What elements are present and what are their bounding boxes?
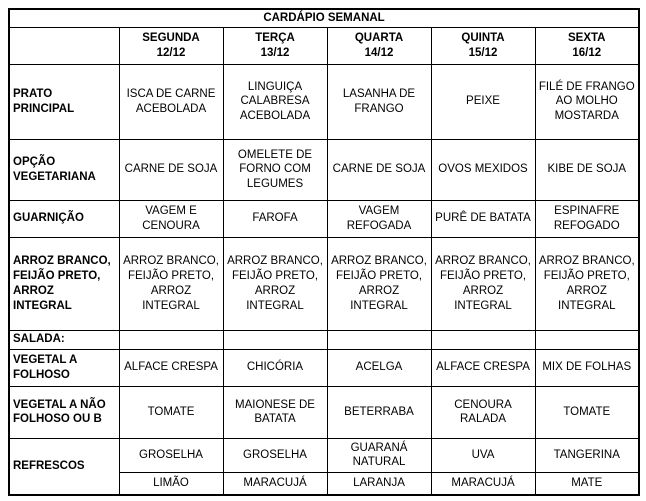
menu-cell: LASANHA DE FRANGO [327, 64, 431, 139]
menu-cell: ARROZ BRANCO, FEIJÃO PRETO, ARROZ INTEGRAL [223, 237, 327, 330]
menu-cell: TANGERINA [535, 438, 639, 472]
menu-cell: ARROZ BRANCO, FEIJÃO PRETO, ARROZ INTEGRAL [535, 237, 639, 330]
day-name: QUINTA [461, 32, 505, 44]
menu-cell: FILÉ DE FRANGO AO MOLHO MOSTARDA [535, 64, 639, 139]
weekly-menu-container [8, 8, 640, 496]
weekly-menu-table [8, 8, 640, 496]
menu-cell: OMELETE DE FORNO COM LEGUMES [223, 139, 327, 200]
menu-cell: PEIXE [431, 64, 535, 139]
menu-cell: MIX DE FOLHAS [535, 349, 639, 386]
menu-cell: ARROZ BRANCO, FEIJÃO PRETO, ARROZ INTEGRAL [119, 237, 223, 330]
row-vegetal-nao-folhoso [9, 386, 639, 438]
row-label-refrescos: REFRESCOS [9, 438, 119, 495]
row-prato-principal [9, 64, 639, 139]
menu-cell: PURÊ DE BATATA [431, 200, 535, 237]
title-row [9, 9, 639, 27]
menu-cell: CARNE DE SOJA [327, 139, 431, 200]
day-header-sexta [535, 27, 639, 64]
row-label-guarnicao: GUARNIÇÃO [9, 200, 119, 237]
corner-cell [9, 27, 119, 64]
empty-cell [535, 330, 639, 349]
day-date: 13/12 [260, 46, 290, 59]
menu-cell: VAGEM E CENOURA [119, 200, 223, 237]
menu-cell: ARROZ BRANCO, FEIJÃO PRETO, ARROZ INTEGRAL [431, 237, 535, 330]
menu-cell: ALFACE CRESPA [431, 349, 535, 386]
menu-cell: CENOURA RALADA [431, 386, 535, 438]
menu-cell: CARNE DE SOJA [119, 139, 223, 200]
menu-cell: VAGEM REFOGADA [327, 200, 431, 237]
row-guarnicao [9, 200, 639, 237]
empty-cell [119, 330, 223, 349]
row-label-salada: SALADA: [9, 330, 119, 349]
day-name: TERÇA [255, 32, 295, 44]
menu-cell: CHICÓRIA [223, 349, 327, 386]
menu-cell: MARACUJÁ [223, 472, 327, 495]
day-header-quinta [431, 27, 535, 64]
day-header-row [9, 27, 639, 64]
menu-cell: TOMATE [535, 386, 639, 438]
menu-cell: MARACUJÁ [431, 472, 535, 495]
menu-cell: MAIONESE DE BATATA [223, 386, 327, 438]
menu-cell: GUARANÁ NATURAL [327, 438, 431, 472]
row-refrescos-1 [9, 438, 639, 472]
day-date: 14/12 [364, 46, 394, 59]
row-label-arroz-feijao: ARROZ BRANCO, FEIJÃO PRETO, ARROZ INTEGRAL [9, 237, 119, 330]
menu-cell: ALFACE CRESPA [119, 349, 223, 386]
menu-cell: MATE [535, 472, 639, 495]
empty-cell [431, 330, 535, 349]
row-label-vegetal-folhoso: VEGETAL A FOLHOSO [9, 349, 119, 386]
row-label-vegetal-nao-folhoso: VEGETAL A NÃO FOLHOSO OU B [9, 386, 119, 438]
empty-cell [223, 330, 327, 349]
menu-cell: FAROFA [223, 200, 327, 237]
day-name: QUARTA [354, 32, 404, 44]
row-opcao-vegetariana [9, 139, 639, 200]
day-header-segunda [119, 27, 223, 64]
menu-cell: LARANJA [327, 472, 431, 495]
table-title: CARDÁPIO SEMANAL [9, 9, 639, 27]
row-arroz-feijao [9, 237, 639, 330]
day-header-quarta [327, 27, 431, 64]
menu-cell: BETERRABA [327, 386, 431, 438]
day-date: 15/12 [468, 46, 498, 59]
menu-cell: GROSELHA [223, 438, 327, 472]
row-salada [9, 330, 639, 349]
menu-cell: OVOS MEXIDOS [431, 139, 535, 200]
menu-cell: ARROZ BRANCO, FEIJÃO PRETO, ARROZ INTEGRAL [327, 237, 431, 330]
day-name: SEGUNDA [142, 32, 200, 44]
empty-cell [327, 330, 431, 349]
menu-cell: LINGUIÇA CALABRESA ACEBOLADA [223, 64, 327, 139]
menu-cell: ESPINAFRE REFOGADO [535, 200, 639, 237]
row-label-opcao-vegetariana: OPÇÃO VEGETARIANA [9, 139, 119, 200]
row-label-prato-principal: PRATO PRINCIPAL [9, 64, 119, 139]
day-header-terca [223, 27, 327, 64]
menu-cell: ACELGA [327, 349, 431, 386]
menu-cell: UVA [431, 438, 535, 472]
menu-cell: LIMÃO [119, 472, 223, 495]
menu-cell: KIBE DE SOJA [535, 139, 639, 200]
menu-cell: GROSELHA [119, 438, 223, 472]
day-date: 12/12 [156, 46, 186, 59]
menu-cell: ISCA DE CARNE ACEBOLADA [119, 64, 223, 139]
row-vegetal-folhoso [9, 349, 639, 386]
day-date: 16/12 [572, 46, 602, 59]
day-name: SEXTA [568, 32, 606, 44]
menu-cell: TOMATE [119, 386, 223, 438]
